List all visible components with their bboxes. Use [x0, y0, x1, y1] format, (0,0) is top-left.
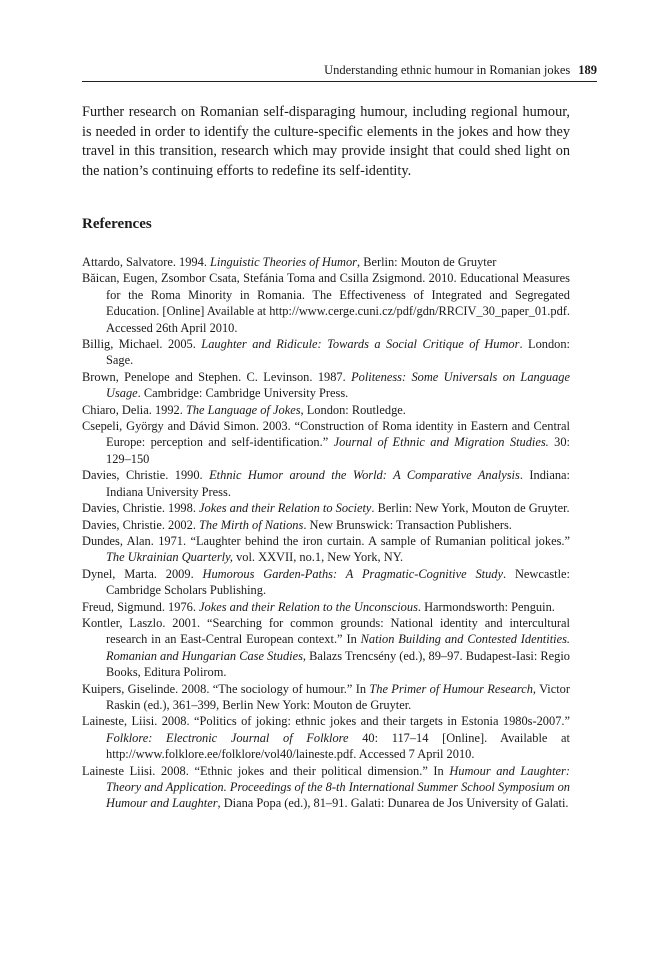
reference-title: Humorous Garden-Paths: A Pragmatic-Cognitive Study — [202, 566, 503, 581]
reference-text: Dundes, Alan. 1971. “Laughter behind the iron curtain. A sample of Rumanian political jokes.” — [82, 533, 570, 548]
reference-title: Linguistic Theories of Humor — [210, 255, 357, 269]
reference-entry — [82, 402, 570, 418]
reference-text: . Harmondsworth: Penguin. — [417, 599, 555, 614]
reference-entry — [82, 517, 570, 533]
reference-text: Davies, Christie. 2002. — [82, 517, 200, 532]
reference-text: Brown, Penelope and Stephen. C. Levinson. 1987. — [82, 369, 352, 384]
reference-entry — [82, 254, 570, 270]
reference-entry — [82, 369, 570, 402]
reference-title: The Primer of Humour Research — [369, 681, 533, 696]
reference-entry — [82, 566, 570, 599]
reference-title: Jokes and their Relation to the Unconscious — [199, 599, 418, 614]
running-title: Understanding ethnic humour in Romanian jokes — [324, 63, 571, 77]
reference-text: . Newcastle: Cambridge Scholars Publishing. — [106, 566, 570, 598]
reference-text: Chiaro, Delia. 1992. — [82, 402, 186, 417]
reference-entry — [82, 500, 570, 516]
reference-entry — [82, 270, 570, 336]
reference-text: , London: Routledge. — [300, 402, 406, 417]
reference-title: The Ukrainian Quarterly, — [106, 550, 233, 565]
reference-text: vol. XXVII, no.1, New York, NY. — [233, 550, 404, 565]
reference-text: Freud, Sigmund. 1976. — [82, 599, 200, 614]
reference-title: The Mirth of Nations — [199, 517, 304, 532]
reference-entry — [82, 615, 570, 681]
reference-text: 40: 117–14 [Online]. Available at http://www.folklore.ee/folklore/vol40/laineste.pdf. Accessed 7 April 2010. — [106, 730, 571, 762]
reference-text: Dynel, Marta. 2009. — [82, 566, 203, 581]
reference-text: Davies, Christie. 1990. — [82, 468, 210, 483]
reference-entry — [82, 763, 570, 812]
reference-title: Ethnic Humor around the World: A Comparative Analysis — [209, 468, 520, 483]
reference-text: , Victor Raskin (ed.), 361–399, Berlin New York: Mouton de Gruyter. — [106, 681, 570, 712]
reference-title: Folklore: Electronic Journal of Folklore — [106, 730, 349, 745]
reference-title: Politeness: Some Universals on Language Usage — [106, 369, 570, 401]
reference-title: Jokes and their Relation to Society — [199, 501, 372, 516]
reference-text: Laineste, Liisi. 2008. “Politics of joking: ethnic jokes and their targets in Estonia 1980s-2007.” — [82, 714, 570, 729]
page-number: 189 — [578, 63, 597, 77]
reference-text: Balazs Trencsény (ed.), 89–97. Budapest-Iasi: Regio Books, Editura Polirom. — [106, 648, 570, 680]
reference-entry — [82, 713, 570, 762]
reference-title: Humour and Laughter: Theory and Application. Proceedings of the 8-th International Summer School Symposium on Humour and Laughter — [106, 763, 570, 811]
reference-title: Journal of Ethnic and Migration Studies. — [333, 435, 549, 450]
reference-text: . Cambridge: Cambridge University Press. — [137, 386, 349, 401]
running-header — [82, 60, 597, 82]
reference-title: Nation Building and Contested Identities. Romanian and Hungarian Case Studies, — [106, 632, 570, 663]
reference-entry — [82, 599, 570, 615]
reference-text: Kuipers, Giselinde. 2008. “The sociology of humour.” In — [82, 681, 370, 696]
reference-entry — [82, 533, 570, 566]
reference-entry — [82, 681, 570, 714]
reference-entry — [82, 336, 570, 369]
reference-entry — [82, 467, 570, 500]
reference-text: , Berlin: Mouton de Gruyter — [357, 255, 497, 269]
reference-text: . New Brunswick: Transaction Publishers. — [303, 517, 512, 532]
reference-text: . London: Sage. — [106, 337, 570, 368]
reference-text: Billig, Michael. 2005. — [82, 337, 202, 352]
reference-title: The Language of Jokes — [185, 402, 301, 417]
reference-text: . Berlin: New York, Mouton de Gruyter. — [371, 501, 570, 516]
reference-title: Laughter and Ridicule: Towards a Social Critique of Humor — [201, 337, 520, 352]
reference-text: Kontler, Laszlo. 2001. “Searching for common grounds: National identity and intercultural research in an East-Central European context.” In — [82, 615, 570, 647]
reference-text: Csepeli, György and Dávid Simon. 2003. “Construction of Roma identity in Eastern and Central Europe: perception and self-identification.” — [82, 419, 570, 450]
reference-text: Davies, Christie. 1998. — [82, 501, 200, 516]
reference-text: 30: 129–150 — [106, 435, 570, 466]
intro-paragraph: Further research on Romanian self-disparaging humour, including regional humour, is needed in order to identify the culture-specific elements in the jokes and how they travel in this transition, research which may provide insight that could shed light on the nation’s continuing efforts to redefine its self-identity. — [82, 104, 570, 179]
reference-text: Laineste Liisi. 2008. “Ethnic jokes and their political dimension.” In — [82, 763, 450, 778]
reference-list — [82, 254, 570, 812]
reference-text: , Diana Popa (ed.), 81–91. Galati: Dunarea de Jos University of Galati. — [217, 796, 569, 811]
reference-entry — [82, 418, 570, 467]
reference-text: Attardo, Salvatore. 1994. — [82, 255, 211, 269]
reference-text: . Indiana: Indiana University Press. — [106, 468, 570, 499]
references-heading: References — [82, 216, 152, 232]
reference-text: Băican, Eugen, Zsombor Csata, Stefánia Toma and Csilla Zsigmond. 2010. Educational Measures for the Roma Minority in Romania. The Effectiveness of Integrated and Segregated Education. [Online] Available at http://www.cerge.cuni.cz/pdf/gdn/RRCIV_30_paper_01.pdf. Accessed 26th April 2010. — [82, 271, 570, 335]
